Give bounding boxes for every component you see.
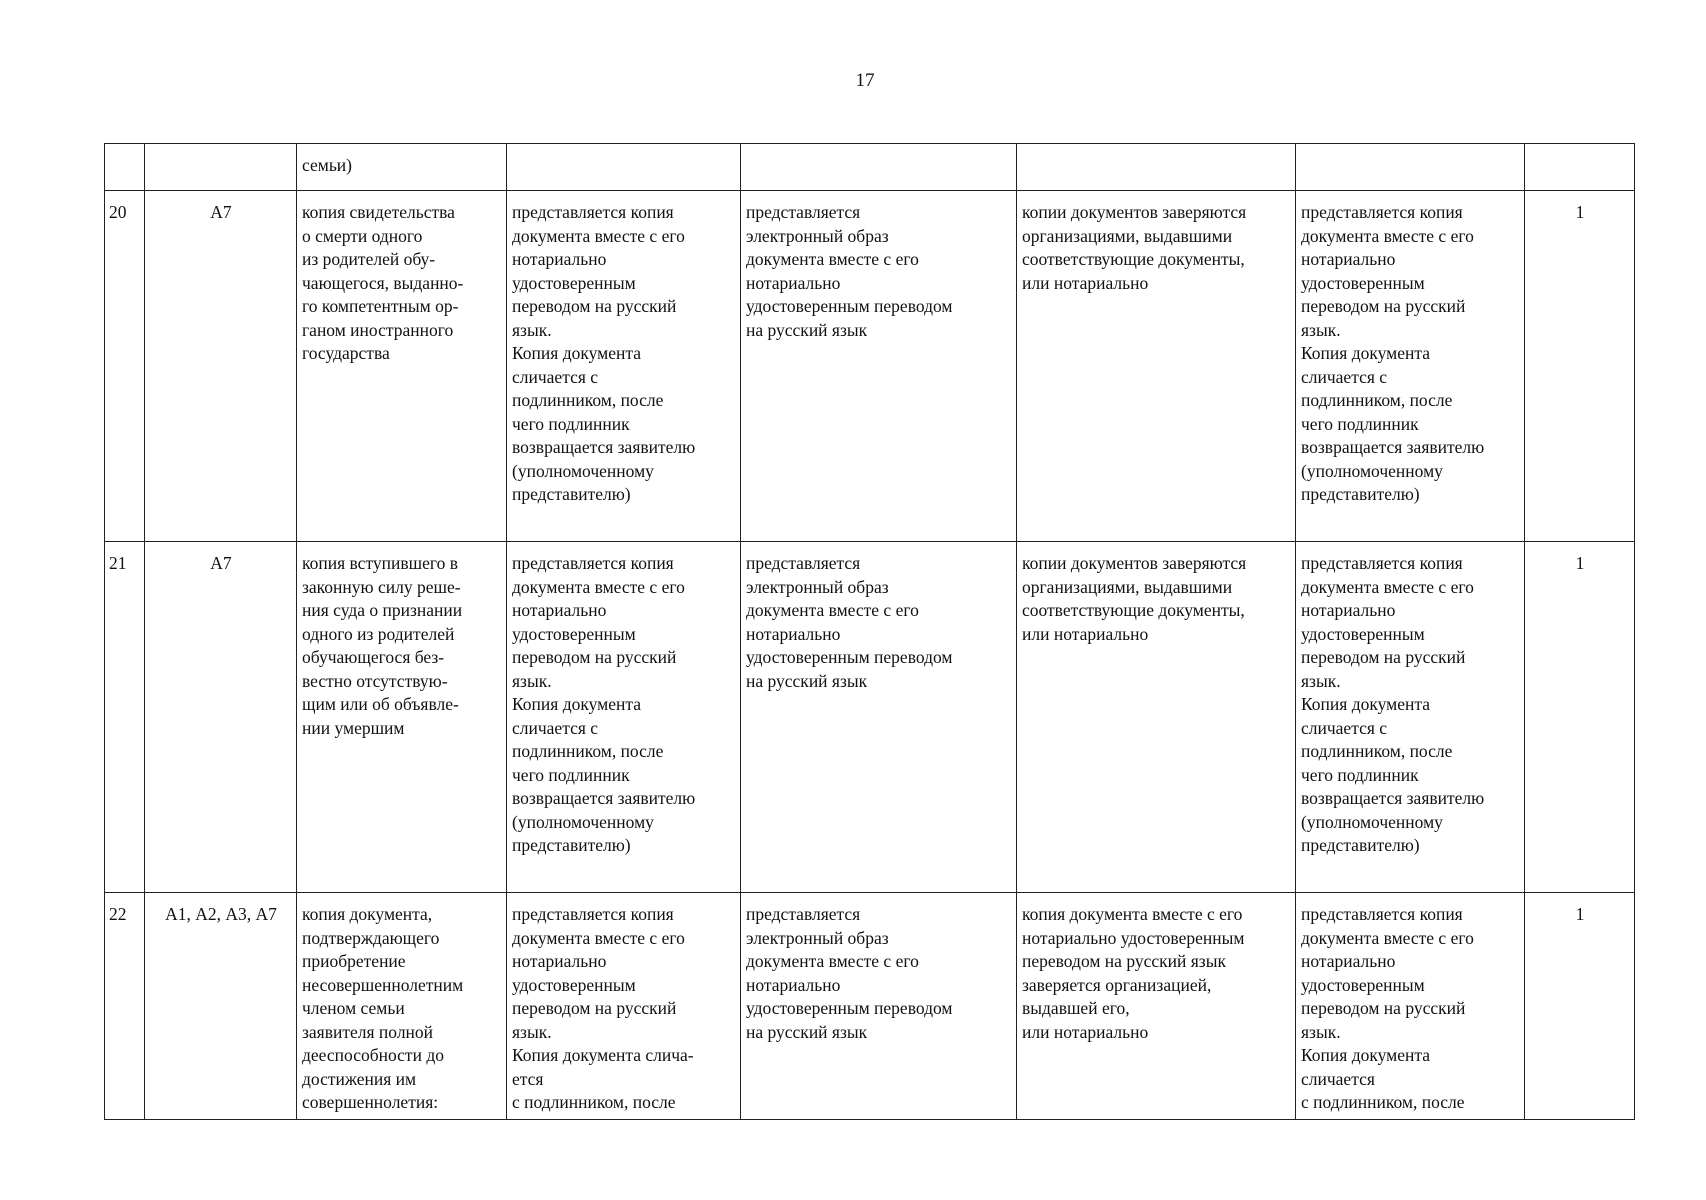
cell-document: семьи) xyxy=(297,144,507,191)
cell-num xyxy=(105,144,145,191)
cell-document: копия документа, подтверждающего приобретение несовершеннолетним членом семьи заявителя полной дееспособности до достижения им совершеннолетия: xyxy=(297,893,507,1120)
cell-count: 1 xyxy=(1525,191,1635,542)
cell-col7 xyxy=(1296,144,1525,191)
cell-code: А1, А2, А3, А7 xyxy=(145,893,297,1120)
cell-code xyxy=(145,144,297,191)
cell-num: 22 xyxy=(105,893,145,1120)
cell-col6: копии документов заверяются организациями, выдавшими соответствующие документы, или нотариально xyxy=(1017,542,1296,893)
page-number: 17 xyxy=(855,70,875,91)
cell-col4: представляется копия документа вместе с его нотариально удостоверенным переводом на русский язык. Копия документа сличается с подлинником, после чего подлинник возвращается заявителю (уполномоченному представителю) xyxy=(507,191,741,542)
cell-col4: представляется копия документа вместе с его нотариально удостоверенным переводом на русский язык. Копия документа слича- ется с подлинником, после xyxy=(507,893,741,1120)
documents-table xyxy=(104,143,1635,1120)
cell-col6: копия документа вместе с его нотариально удостоверенным переводом на русский язык заверяется организацией, выдавшей его, или нотариально xyxy=(1017,893,1296,1120)
cell-col7: представляется копия документа вместе с его нотариально удостоверенным переводом на русский язык. Копия документа сличается с подлинником, после xyxy=(1296,893,1525,1120)
cell-col7: представляется копия документа вместе с его нотариально удостоверенным переводом на русский язык. Копия документа сличается с подлинником, после чего подлинник возвращается заявителю (уполномоченному представителю) xyxy=(1296,542,1525,893)
cell-col5: представляется электронный образ документа вместе с его нотариально удостоверенным переводом на русский язык xyxy=(741,191,1017,542)
cell-col5: представляется электронный образ документа вместе с его нотариально удостоверенным переводом на русский язык xyxy=(741,542,1017,893)
cell-code: А7 xyxy=(145,542,297,893)
table-row-continuation xyxy=(105,144,1635,191)
cell-col5: представляется электронный образ документа вместе с его нотариально удостоверенным переводом на русский язык xyxy=(741,893,1017,1120)
cell-count xyxy=(1525,144,1635,191)
cell-document: копия свидетельства о смерти одного из родителей обу- чающегося, выданно- го компетентным ор- ганом иностранного государства xyxy=(297,191,507,542)
cell-count: 1 xyxy=(1525,893,1635,1120)
table-row xyxy=(105,542,1635,893)
cell-col7: представляется копия документа вместе с его нотариально удостоверенным переводом на русский язык. Копия документа сличается с подлинником, после чего подлинник возвращается заявителю (уполномоченному представителю) xyxy=(1296,191,1525,542)
cell-col6 xyxy=(1017,144,1296,191)
cell-count: 1 xyxy=(1525,542,1635,893)
cell-code: А7 xyxy=(145,191,297,542)
cell-num: 21 xyxy=(105,542,145,893)
cell-col5 xyxy=(741,144,1017,191)
cell-col4: представляется копия документа вместе с его нотариально удостоверенным переводом на русский язык. Копия документа сличается с подлинником, после чего подлинник возвращается заявителю (уполномоченному представителю) xyxy=(507,542,741,893)
cell-num: 20 xyxy=(105,191,145,542)
table-row xyxy=(105,893,1635,1120)
cell-col6: копии документов заверяются организациями, выдавшими соответствующие документы, или нотариально xyxy=(1017,191,1296,542)
cell-document: копия вступившего в законную силу реше- ния суда о признании одного из родителей обучающегося без- вестно отсутствую- щим или об объявле- нии умершим xyxy=(297,542,507,893)
cell-col4 xyxy=(507,144,741,191)
table-row xyxy=(105,191,1635,542)
